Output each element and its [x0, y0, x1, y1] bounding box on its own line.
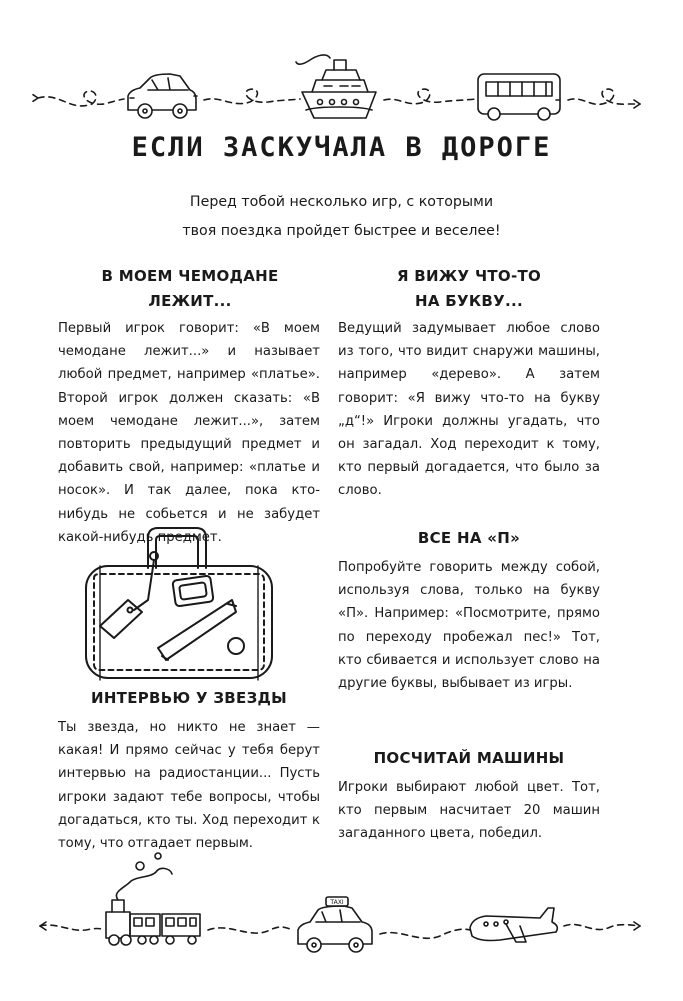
heading-count-cars-game [338, 746, 600, 771]
paragraph: Попробуйте говорить между собой, используя слова, только на букву «П». Например: «Посмотрите, прямо по переходу пробежал пес!» Тот, кто сбивается и использует слово на другие буквы, выбывает из игры. [338, 560, 600, 692]
heading-line: НА БУКВУ... [414, 292, 524, 310]
intro-line: твоя поездка пройдет быстрее и веселее! [182, 223, 501, 239]
intro-line: Перед тобой несколько игр, с которыми [189, 194, 494, 210]
heading-interview-game [58, 686, 320, 711]
heading-line: ЛЕЖИТ... [148, 292, 232, 310]
text-all-p-game [338, 556, 600, 695]
bus-icon [478, 74, 560, 120]
heading-line: Я ВИЖУ ЧТО-ТО [396, 267, 542, 285]
taxi-label: TAXI [330, 899, 344, 906]
heading-all-p-game [338, 526, 600, 551]
car-icon [128, 74, 197, 118]
heading-line: ВСЕ НА «П» [417, 529, 521, 547]
paragraph: Игроки выбирают любой цвет. Тот, кто первым насчитает 20 машин загаданного цвета, победил. [338, 780, 600, 842]
heading-line: В МОЕМ ЧЕМОДАНЕ [101, 267, 279, 285]
heading-i-see-game [338, 264, 600, 314]
text-suitcase-game [58, 317, 320, 549]
dashed-path-top-left [32, 91, 124, 106]
ship-icon [296, 55, 376, 118]
train-icon [106, 853, 200, 945]
paragraph: Первый игрок говорит: «В моем чемодане лежит...» и называет любой предмет, например «платье». Второй игрок должен сказать: «В моем чемодане лежит...», затем повторить предыдущий предмет и добавить свой, например: «платье и носок». И так далее, пока кто-нибудь не собьется и не забудет какой-нибудь предмет. [58, 321, 320, 545]
suitcase-icon [86, 528, 272, 680]
text-count-cars-game [338, 776, 600, 846]
intro-text [120, 188, 563, 246]
page-title: ЕСЛИ ЗАСКУЧАЛА В ДОРОГЕ [131, 132, 552, 163]
airplane-icon [470, 908, 557, 942]
paragraph: Ты звезда, но никто не знает — какая! И прямо сейчас у тебя берут интервью на радиостанции... Пусть игроки задают тебе вопросы, чтобы догадаться, кто ты. Ход переходит к тому, что отгадает первым. [58, 720, 320, 852]
text-i-see-game [338, 317, 600, 503]
heading-line: ПОСЧИТАЙ МАШИНЫ [373, 749, 565, 767]
heading-line: ИНТЕРВЬЮ У ЗВЕЗДЫ [90, 689, 288, 707]
text-interview-game [58, 716, 320, 855]
paragraph: Ведущий задумывает любое слово из того, что видит снаружи машины, например «дерево». А затем говорит: «Я вижу что-то на букву „д“!» Игроки должны угадать, что он загадал. Ход переходит к тому, кто первый догадается, что было за слово. [338, 321, 600, 499]
heading-suitcase-game [60, 264, 320, 314]
